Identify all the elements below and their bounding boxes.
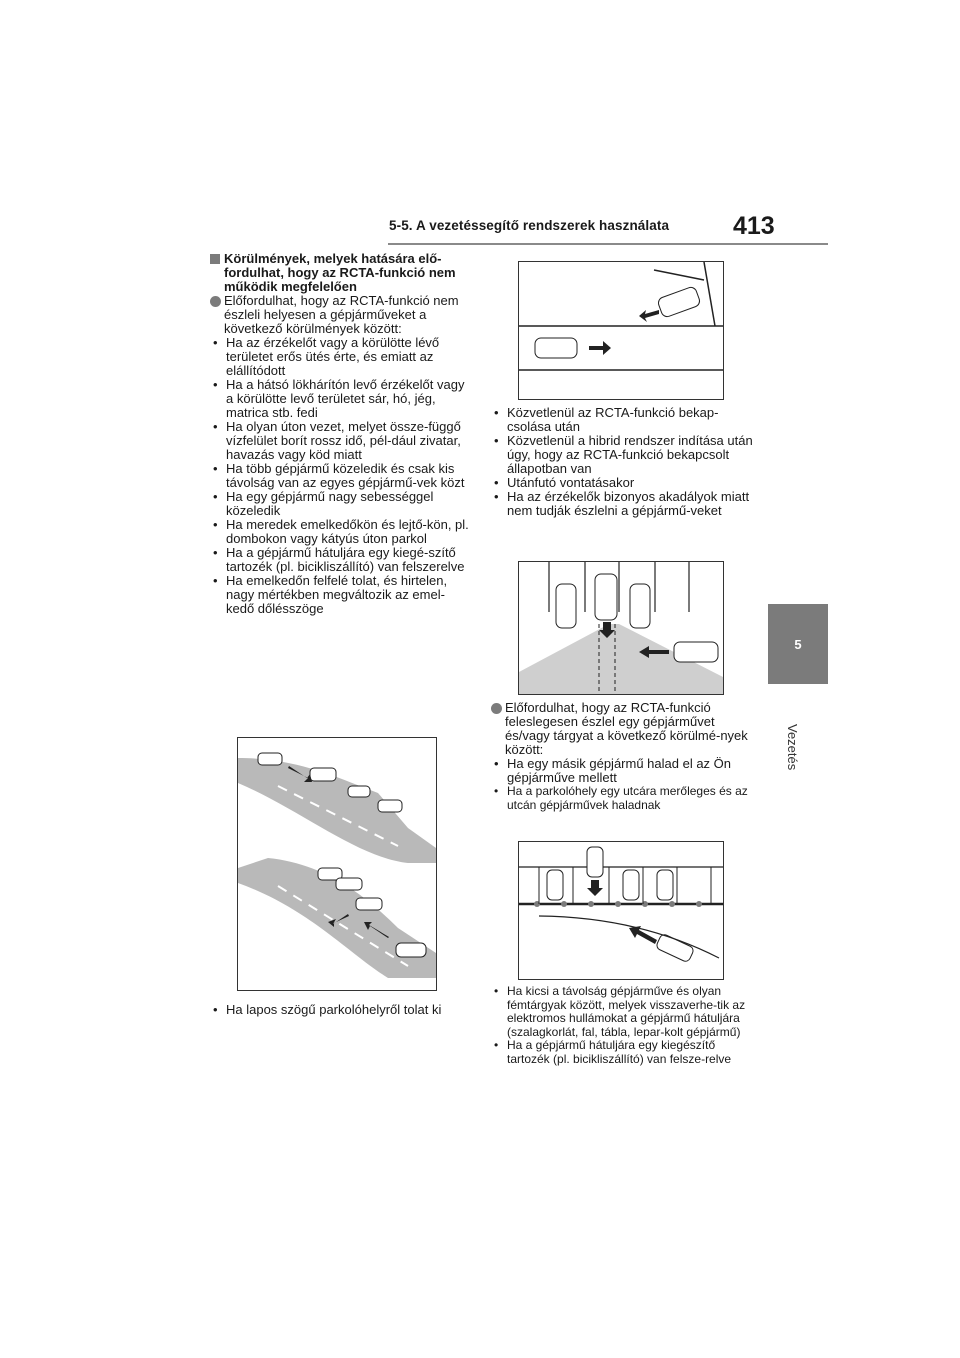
square-bullet-icon xyxy=(210,254,220,264)
list-item: • Ha egy másik gépjármű halad el az Ön gépjárműve mellett xyxy=(494,756,732,785)
section-heading: Körülmények, melyek hatására elő-fordulhat, hogy az RCTA-funkció nem működik megfelelően xyxy=(210,252,472,294)
list-item: • Ha emelkedőn felfelé tolat, és hirtelen, nagy mértékben megváltozik az emel-kedő dőlésszöge xyxy=(213,573,448,616)
list-item: • Ha meredek emelkedőkön és lejtő-kön, pl. dombokon vagy kátyús úton parkol xyxy=(213,517,469,546)
intro-paragraph: Előfordulhat, hogy az RCTA-funkció feleslegesen észlel egy gépjárművet és/vagy tárgyat a következő körülmé-nyek között: xyxy=(491,701,759,757)
list-item: • Ha több gépjármű közeledik és csak kis távolság van az egyes gépjármű-vek közt xyxy=(213,461,465,490)
slope-illustration xyxy=(237,737,437,991)
list-item: • Ha lapos szögű parkolóhelyről tolat ki xyxy=(213,1002,442,1017)
list-item: • Ha a gépjármű hátuljára egy kiegészítő tartozék (pl. bicikliszállító) van felsze-relve xyxy=(494,1038,732,1066)
list-item: • Közvetlenül az RCTA-funkció bekap-csolása után xyxy=(494,405,719,434)
right-list-b xyxy=(491,701,759,812)
right-list-a xyxy=(491,406,759,518)
section-title: 5-5. A vezetéssegítő rendszerek használata xyxy=(389,218,670,233)
detection-zone-icon xyxy=(519,562,723,694)
list-item: • Ha a parkolóhely egy utcára merőleges és az utcán gépjárművek haladnak xyxy=(494,784,748,812)
chapter-label-wrap xyxy=(780,724,820,804)
angled-parking-icon xyxy=(519,262,723,399)
circle-bullet-icon xyxy=(210,296,221,307)
chapter-tab xyxy=(768,604,828,684)
page-number: 413 xyxy=(733,212,775,240)
list-item: • Ha az érzékelők bizonyos akadályok miatt nem tudják észlelni a gépjármű-veket xyxy=(494,489,750,518)
list-item: • Ha a gépjármű hátuljára egy kiegé-szítő tartozék (pl. bicikliszállító) van felszerelve xyxy=(213,545,465,574)
list-item: • Ha a hátsó lökhárítón levő érzékelőt vagy a körülötte levő területet sár, hó, jég, matrica stb. fedi xyxy=(213,377,465,420)
street-parking-icon xyxy=(519,842,723,979)
chapter-number: 5 xyxy=(794,636,802,652)
left-column xyxy=(210,252,472,616)
slope-road-icon xyxy=(238,738,436,990)
list-item: • Ha az érzékelőt vagy a körülötte lévő területet erős ütés érte, és emiatt az elállítódott xyxy=(213,335,440,378)
detection-zone-illustration xyxy=(518,561,724,695)
angled-parking-illustration xyxy=(518,261,724,400)
list-item: • Ha egy gépjármű nagy sebességgel közeledik xyxy=(213,489,434,518)
circle-bullet-icon xyxy=(491,703,502,714)
list-item: • Utánfutó vontatásakor xyxy=(494,475,635,490)
chapter-label: Vezetés xyxy=(785,724,800,771)
list-item: • Ha olyan úton vezet, melyet össze-függő vízfelület borít rossz idő, pél-dául zivatar, havazás vagy köd miatt xyxy=(213,419,461,462)
list-item: • Közvetlenül a hibrid rendszer indítása után úgy, hogy az RCTA-funkció bekapcsolt állapotban van xyxy=(494,433,753,476)
right-list-c xyxy=(491,985,759,1066)
intro-paragraph: Előfordulhat, hogy az RCTA-funkció nem észleli helyesen a gépjárműveket a következő körülmények között: xyxy=(210,294,472,336)
street-parking-illustration xyxy=(518,841,724,980)
list-item: • Ha kicsi a távolság gépjárműve és olyan fémtárgyak között, melyek visszaverhe-tik az elektromos hullámokat a gépjármű hátuljára (szalagkorlát, fal, tábla, lepar-kolt gépjármű) xyxy=(494,984,746,1039)
header-divider xyxy=(388,243,828,245)
